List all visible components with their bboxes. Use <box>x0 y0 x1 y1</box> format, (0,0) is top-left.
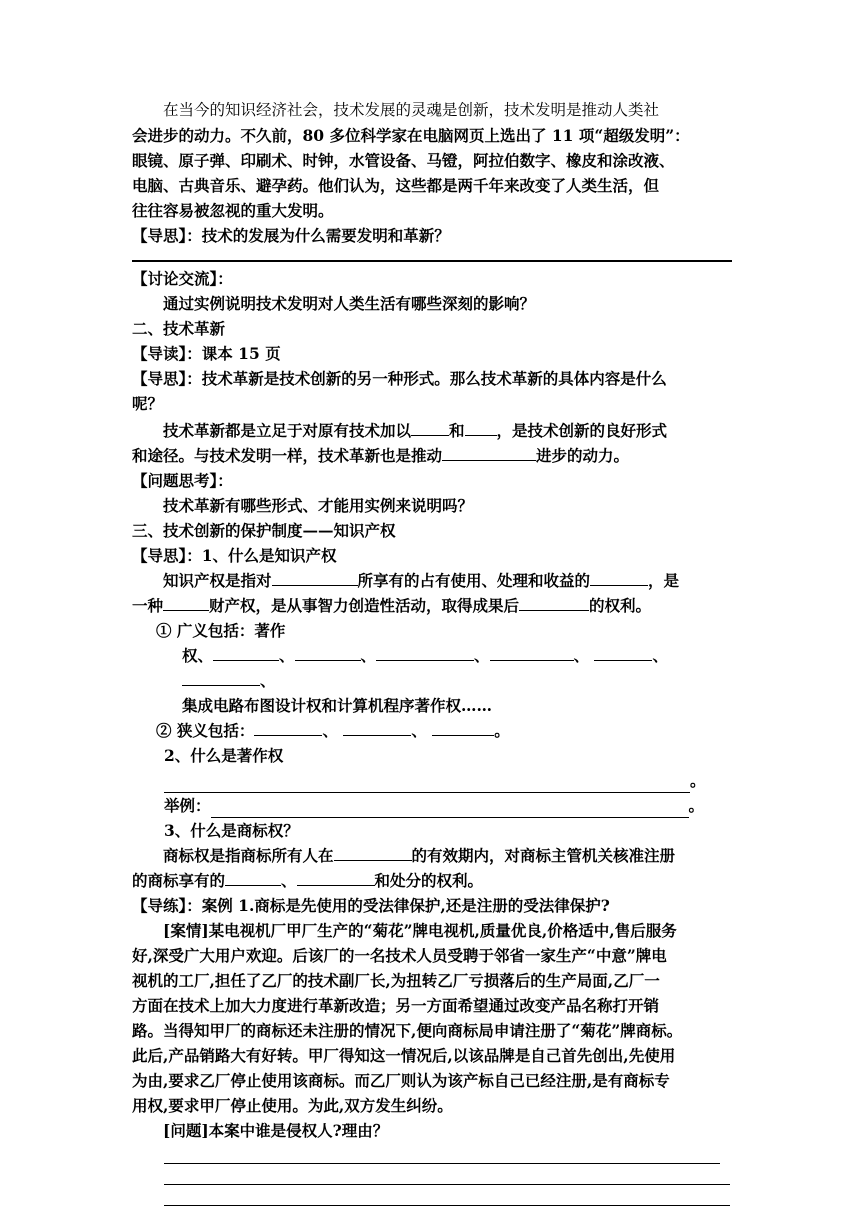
problem-thinking-question: 技术革新有哪些形式、才能用实例来说明吗？ <box>163 496 474 515</box>
discussion-colon: ： <box>217 269 233 288</box>
answer-blank[interactable] <box>164 775 690 793</box>
section-tag: 【讨论交流】 <box>132 269 218 288</box>
practice-heading <box>132 893 732 918</box>
example-line <box>132 793 732 818</box>
case-line: [案情]某电视机厂甲厂生产的“菊花”牌电视机,质量优良,价格适中,售后服务 <box>163 921 677 940</box>
ip-definition-line <box>132 593 732 618</box>
broad-scope-blanks <box>132 643 732 693</box>
fill-text: 进步的动力。 <box>536 446 630 465</box>
ip-definition-line <box>132 568 732 593</box>
innovation-fill-line <box>132 418 732 443</box>
period: 。 <box>688 796 705 815</box>
fill-text: ，是技术创新的良好形式 <box>496 421 668 440</box>
problem-colon: ： <box>217 471 233 490</box>
case-line: 此后,产品销路大有好转。甲厂得知这一情况后,以该品牌是自己首先创出,先使用 <box>132 1046 676 1065</box>
case-paragraph <box>132 918 732 1118</box>
daosi-question-3 <box>132 543 732 568</box>
fill-text: ，是 <box>648 571 680 590</box>
problem-thinking-heading <box>132 468 732 493</box>
separator: 、 <box>279 646 295 665</box>
case-question: [问题]本案中谁是侵权人?理由？ <box>163 1121 389 1140</box>
fill-blank[interactable] <box>295 643 361 661</box>
fill-text: 一种 <box>132 596 164 615</box>
fill-blank[interactable] <box>213 643 279 661</box>
circled-number: ① <box>156 621 172 640</box>
fill-blank[interactable] <box>465 418 497 436</box>
practice-text: ：案例 1.商标是先使用的受法律保护,还是注册的受法律保护? <box>186 896 610 915</box>
intro-line: 会进步的动力。不久前，80 多位科学家在电脑网页上选出了 11 项“超级发明”： <box>132 126 690 145</box>
innovation-fill-line <box>132 443 732 468</box>
case-line: 好,深受广大用户欢迎。后该厂的一名技术人员受聘于邻省一家生产“中意”牌电 <box>132 946 667 965</box>
daosi-question-2 <box>132 366 732 391</box>
fill-blank[interactable] <box>594 643 652 661</box>
fill-blank[interactable] <box>490 643 574 661</box>
fill-text: 技术革新都是立足于对原有技术加以 <box>163 421 412 440</box>
fill-text: 的商标享有的 <box>132 871 226 890</box>
trademark-definition-line <box>132 843 732 868</box>
daodu-line <box>132 341 732 366</box>
intro-line: 眼镜、原子弹、印刷术、时钟，水管设备、马镫，阿拉伯数字、橡皮和涂改液、 <box>132 151 675 170</box>
intro-line: 电脑、古典音乐、避孕药。他们认为，这些都是两千年来改变了人类生活，但 <box>132 176 660 195</box>
section-2-title: 二、技术革新 <box>132 319 226 338</box>
answer-blank[interactable] <box>211 800 689 818</box>
fill-blank[interactable] <box>334 843 412 861</box>
fill-blank[interactable] <box>432 718 494 736</box>
fill-text: 和途径。与技术发明一样，技术革新也是推动 <box>132 446 443 465</box>
fill-blank[interactable] <box>442 443 536 461</box>
fill-text: 财产权，是从事智力创造性活动，取得成果后 <box>209 596 520 615</box>
fill-text: 知识产权是指对 <box>163 571 272 590</box>
copyright-question: 2、什么是著作权 <box>164 746 284 765</box>
trademark-question: 3、什么是商标权？ <box>164 821 299 840</box>
section-tag: 【导读】 <box>132 344 187 363</box>
fill-text: 广义包括：著作 <box>176 621 286 640</box>
case-line: 用权,要求甲厂停止使用。为此,双方发生纠纷。 <box>132 1096 453 1115</box>
daosi-continuation: 呢？ <box>132 394 164 413</box>
fill-blank[interactable] <box>411 418 449 436</box>
fill-blank[interactable] <box>343 718 411 736</box>
circled-number: ② <box>156 721 172 740</box>
answer-lines <box>132 1143 730 1206</box>
daosi-question-1 <box>132 223 732 248</box>
fill-blank[interactable] <box>272 568 358 586</box>
period: 。 <box>494 721 510 740</box>
trademark-definition-line <box>132 868 732 893</box>
fill-blank[interactable] <box>376 643 474 661</box>
worksheet-page <box>132 98 732 1206</box>
broad-scope-line <box>132 618 732 643</box>
fill-blank[interactable] <box>519 593 589 611</box>
fill-text: 狭义包括： <box>176 721 255 740</box>
case-line: 方面在技术上加大力度进行革新改造；另一方面希望通过改变产品名称打开销 <box>132 996 660 1015</box>
daosi-text: ：技术革新是技术创新的另一种形式。那么技术革新的具体内容是什么 <box>186 369 667 388</box>
separator: 、 <box>652 646 668 665</box>
separator: 、 <box>411 721 427 740</box>
fill-blank[interactable] <box>163 593 209 611</box>
case-line: 为由,要求乙厂停止使用该商标。而乙厂则认为该产标自己已经注册,是有商标专 <box>132 1071 670 1090</box>
answer-rule <box>132 248 732 262</box>
section-tag: 【导思】 <box>132 369 187 388</box>
fill-text: 的权利。 <box>589 596 652 615</box>
case-line: 路。当得知甲厂的商标还未注册的情况下,便向商标局申请注册了“菊花”牌商标。 <box>132 1021 683 1040</box>
section-tag: 【导思】 <box>132 226 187 245</box>
broad-scope-tail: 集成电路布图设计权和计算机程序著作权…… <box>182 696 493 715</box>
daosi-text: ：技术的发展为什么需要发明和革新？ <box>186 226 450 245</box>
section-3-title: 三、技术创新的保护制度——知识产权 <box>132 521 396 540</box>
intro-paragraph <box>132 98 732 223</box>
separator: 、 <box>360 646 377 665</box>
fill-text: 所享有的占有使用、处理和收益的 <box>357 571 591 590</box>
separator: 、 <box>281 871 297 890</box>
fill-text: 和 <box>449 421 465 440</box>
discussion-question: 通过实例说明技术发明对人类生活有哪些深刻的影响？ <box>163 294 536 313</box>
period: 。 <box>690 771 706 790</box>
narrow-scope-line <box>132 718 732 743</box>
section-tag: 【导练】 <box>132 896 187 915</box>
daodu-text: ：课本 15 页 <box>186 344 281 363</box>
section-tag: 【问题思考】 <box>132 471 218 490</box>
separator: 、 <box>573 646 590 665</box>
fill-blank[interactable] <box>225 868 281 886</box>
separator: 、 <box>322 721 338 740</box>
fill-blank[interactable] <box>182 668 260 686</box>
fill-blank[interactable] <box>254 718 322 736</box>
intro-line: 在当今的知识经济社会，技术发展的灵魂是创新，技术发明是推动人类社 <box>163 101 660 119</box>
answer-line[interactable] <box>164 1185 730 1206</box>
separator: 、 <box>260 671 276 690</box>
example-label: 举例： <box>164 796 211 815</box>
separator: 、 <box>474 646 490 665</box>
discussion-heading <box>132 266 732 291</box>
fill-text: 商标权是指商标所有人在 <box>163 846 334 865</box>
fill-text: 权、 <box>182 646 214 665</box>
section-tag: 【导思】 <box>132 546 187 565</box>
answer-line[interactable] <box>164 1143 720 1164</box>
intro-line: 往往容易被忽视的重大发明。 <box>132 201 334 220</box>
fill-text: 的有效期内，对商标主管机关核准注册 <box>411 846 676 865</box>
daosi-text: ：1、什么是知识产权 <box>186 546 337 565</box>
fill-blank[interactable] <box>590 568 648 586</box>
fill-text: 和处分的权利。 <box>374 871 484 890</box>
fill-blank[interactable] <box>297 868 375 886</box>
answer-line[interactable] <box>164 1164 730 1185</box>
case-line: 视机的工厂,担任了乙厂的技术副厂长,为扭转乙厂亏损落后的生产局面,乙厂一 <box>132 971 660 990</box>
copyright-answer-line <box>132 768 732 793</box>
